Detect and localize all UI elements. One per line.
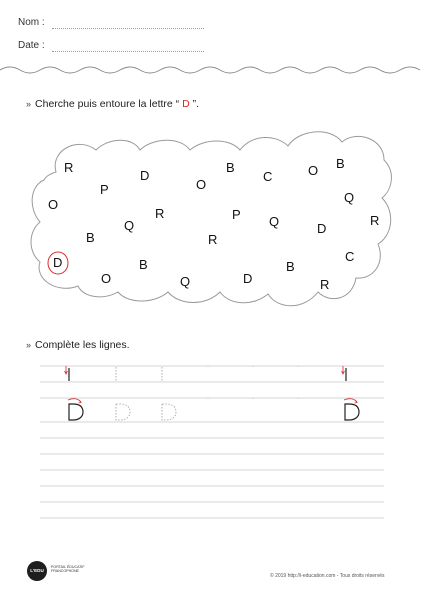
cloud-letter[interactable]: R <box>370 213 380 228</box>
cloud-letter[interactable]: R <box>155 206 165 221</box>
cloud-letter[interactable]: B <box>226 160 235 175</box>
cloud-letter[interactable]: D <box>243 271 253 286</box>
logo-badge <box>27 561 47 581</box>
logo-text <box>51 565 85 574</box>
cloud-letter[interactable]: R <box>320 277 330 292</box>
instruction-text-before: Cherche puis entoure la lettre “ <box>35 98 180 110</box>
cloud-letter[interactable]: R <box>64 160 74 175</box>
cloud-letter[interactable]: Q <box>124 218 135 233</box>
cloud-letter[interactable]: Q <box>269 214 280 229</box>
cloud-letter[interactable]: O <box>196 177 207 192</box>
cloud-letter[interactable]: O <box>308 163 319 178</box>
cloud-letter[interactable]: B <box>286 259 295 274</box>
date-label: Date : <box>18 40 45 51</box>
cloud-letter[interactable]: O <box>101 271 112 286</box>
cloud-letter[interactable]: B <box>336 156 345 171</box>
bullet-icon: » <box>26 340 32 350</box>
cloud-letter[interactable]: C <box>345 249 355 264</box>
cloud-letter[interactable]: C <box>263 169 273 184</box>
cloud-letter[interactable]: O <box>48 197 59 212</box>
cloud-letter[interactable]: Q <box>344 190 355 205</box>
cloud-letter[interactable]: P <box>100 182 109 197</box>
cloud-letter[interactable]: B <box>86 230 95 245</box>
cloud-letter-circled[interactable]: D <box>53 255 63 270</box>
target-letter: D <box>182 98 190 110</box>
cloud-letter[interactable]: R <box>208 232 218 247</box>
cloud-letter[interactable]: D <box>140 168 150 183</box>
cloud-letter[interactable]: D <box>317 221 327 236</box>
cloud-letter[interactable]: Q <box>180 274 191 289</box>
logo-mark: L'EDU <box>30 568 44 573</box>
name-label: Nom : <box>18 17 45 28</box>
cloud-letter[interactable]: P <box>232 207 241 222</box>
bullet-icon: » <box>26 99 32 109</box>
logo-line2: FRANCOPHONE <box>51 569 79 574</box>
copyright-text: © 2019 http://i-education.com - Tous droits réservés <box>270 573 385 579</box>
logo-line1: PORTAIL ÉDUCATIF <box>51 565 85 569</box>
instruction-text: Complète les lignes. <box>35 339 130 351</box>
instruction-text-after: ”. <box>192 98 200 110</box>
cloud-letter[interactable]: B <box>139 257 148 272</box>
